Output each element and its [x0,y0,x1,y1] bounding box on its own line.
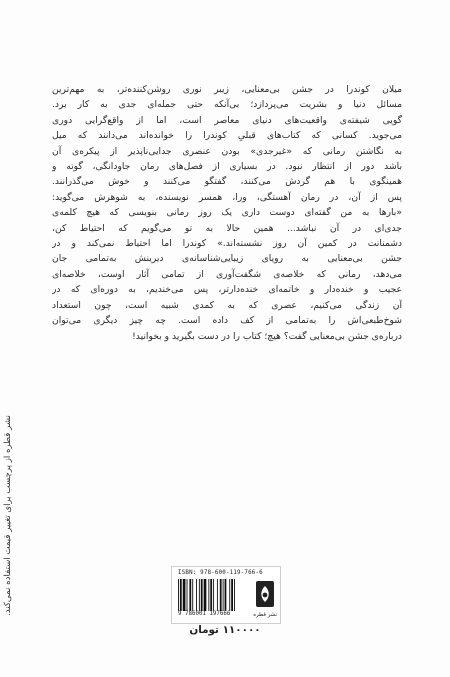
blurb-line: جدی‌ای در آن نباشد... همین حالا به تو می‌گویم که احتیاط کن، [52,222,402,234]
blurb-text [52,82,402,344]
isbn-label: ISBN: 978-600-119-766-6 [178,570,263,576]
blurb-line: جشن بی‌معنایی به رویای زیبایی‌شناسانه‌ی دیرینش به‌تمامی جان [52,253,402,265]
blurb-line: میلان کوندرا در جشن بی‌معنایی، زیبر نوری روشن‌کننده‌تر، به مهم‌ترین [52,84,402,95]
blurb-line: می‌دهد، رمانی که خلاصه‌ی شگفت‌آوری از تمامی آثار اوست، خلاصه‌ای [52,268,402,280]
blurb-line: گویی شیفته‌ی واقعیت‌های دنیای معاصر است، اما از واقع‌گرایی دوری [52,114,402,126]
blurb-line: می‌جوید. کسانی که کتاب‌های قبلیِ کوندرا را خوانده‌اند می‌دانند که میل [52,130,402,142]
blurb-line: مسائل دنیا و بشریت می‌پردازد؛ بی‌آنکه حتی جمله‌ای جدی به کار برد. [52,99,402,111]
barcode-panel [171,566,281,624]
blurb-line: دشمنانت در کمین آن روز نشسته‌اند.» کوندرا اما احتیاط نمی‌کند و در [52,238,402,250]
blurb-line: پس از آن، در رمان آهستگی، ورا، همسر نویسنده، به شوهرش می‌گوید: [52,191,402,203]
price-notice: نشر قطره از پرچسب برای تغییر قیمت استفاده نمی‌کند. [3,415,13,616]
price-label: ۱۱۰۰۰۰ تومان [189,624,261,636]
blurb-line: همینگوی با هم گردش می‌کنند، گفتگو می‌کنند و خوش می‌گذرانند. [52,176,402,188]
blurb-line: به نگاشتن رمانی که «غیرجدی» بودن عنصری جدایی‌ناپذیر از پیکره‌ی آن [52,145,402,157]
publisher-name: نشر قطره [253,612,277,618]
blurb-line: درباره‌ی جشن بی‌معنایی گفت؟ هیچ؛ کتاب را در دست بگیرید و بخوانید! [132,330,402,342]
blurb-line: «بارها به من گفته‌ای دوست داری یک روز رمانی بنویسی که هیچ کلمه‌ی [52,207,402,219]
blurb-line: عجیب و خنده‌دار و خاتمه‌ای خنده‌دارتر، پس می‌خندیم، به دوره‌ای که در [52,284,402,296]
blurb-paragraph [52,82,402,344]
barcode-number: 9 786001 197666 [178,611,231,617]
barcode-icon [178,579,252,611]
publisher-logo-icon [254,579,276,613]
blurb-line: آن زندگی می‌کنیم، عصری که به کمدی شبیه است، چون استعداد [52,299,402,311]
blurb-line: باشد دور از انتظار نبود. در بسیاری از فصل‌های رمان جاودانگی، گوته و [52,161,402,173]
blurb-line: شوخ‌طبعی‌اش را به‌تمامی از کف داده است. چه چیز دیگری می‌توان [52,315,402,327]
